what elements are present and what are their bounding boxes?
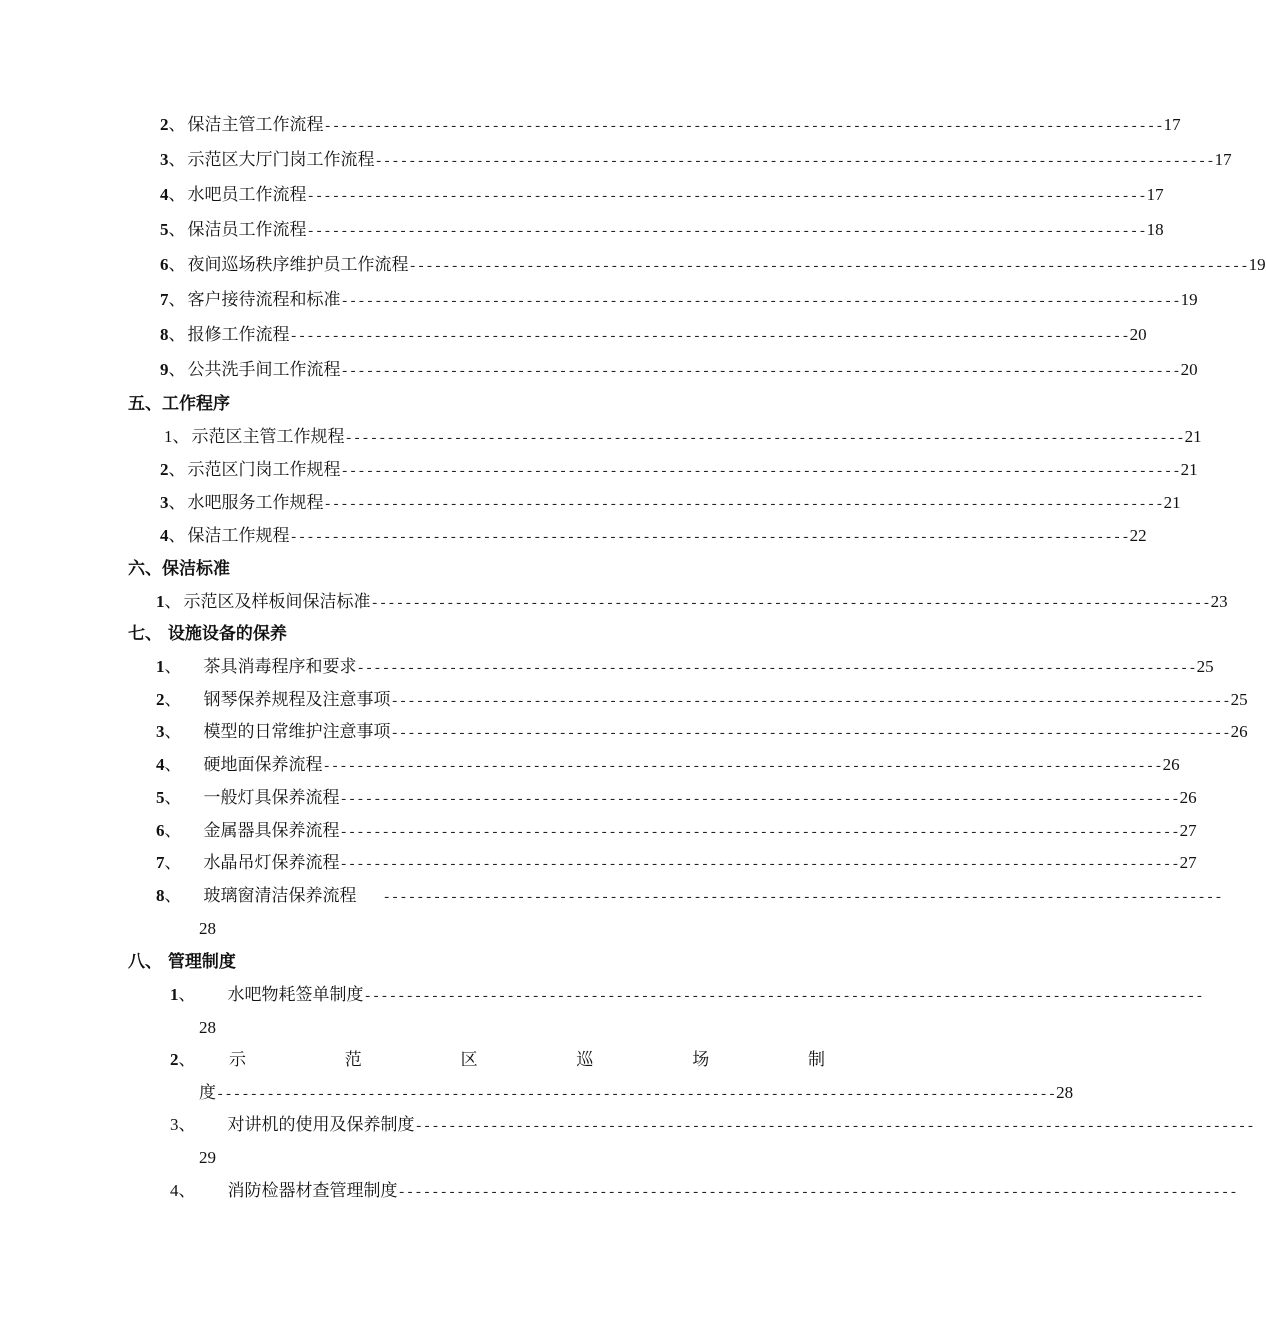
toc-entry-page: 18 — [1146, 220, 1164, 239]
toc-entry-title: 保洁工作规程 — [187, 526, 290, 546]
toc-title-char: 范 — [344, 1050, 362, 1070]
toc-entry-separator: 、 — [178, 985, 196, 1005]
toc-entry-page: 21 — [1184, 427, 1202, 446]
toc-entry-title: 模型的日常维护注意事项 — [203, 722, 391, 742]
toc-entry — [160, 288, 1198, 312]
toc-leader-dots: ---------------------------------------------------------------------------------------------------- — [339, 792, 1180, 808]
toc-entry-page: 26 — [1230, 722, 1248, 741]
toc-entry — [160, 113, 1181, 137]
toc-entry-title: 示范区及样板间保洁标准 — [183, 592, 371, 612]
toc-entry — [156, 688, 1248, 712]
toc-entry-title: 茶具消毒程序和要求 — [203, 657, 357, 677]
toc-entry-page: 19 — [1248, 255, 1266, 274]
toc-leader-dots: ---------------------------------------------------------------------------------------------------- — [397, 1185, 1238, 1201]
toc-entry-separator: 、 — [168, 220, 186, 240]
toc-entry-separator: 、 — [178, 1115, 196, 1135]
toc-leader-dots: ---------------------------------------------------------------------------------------------------- — [339, 825, 1180, 841]
toc-entry — [170, 1179, 1238, 1203]
toc-leader-dots: ---------------------------------------------------------------------------------------------------- — [340, 364, 1181, 380]
toc-entry-separator: 、 — [168, 460, 186, 480]
toc-entry-separator: 、 — [168, 290, 186, 310]
toc-entry — [164, 425, 1202, 449]
toc-leader-dots: ---------------------------------------------------------------------------------------------------- — [363, 989, 1204, 1005]
toc-entry-title: 示范区门岗工作规程 — [187, 460, 341, 480]
toc-title-char: 巡 — [576, 1050, 594, 1070]
toc-entry-page: 27 — [1179, 821, 1197, 840]
toc-entry-title: 金属器具保养流程 — [203, 821, 340, 841]
toc-entry-title: 水吧物耗签单制度 — [227, 985, 364, 1005]
toc-leader-dots: ---------------------------------------------------------------------------------------------------- — [370, 596, 1211, 612]
toc-entry — [160, 218, 1164, 242]
toc-entry-page: 27 — [1179, 853, 1197, 872]
toc-leader-dots: ---------------------------------------------------------------------------------------------------- — [289, 329, 1130, 345]
toc-leader-dots: ---------------------------------------------------------------------------------------------------- — [306, 189, 1147, 205]
toc-entry — [156, 819, 1197, 843]
toc-entry-title: 客户接待流程和标准 — [187, 290, 341, 310]
toc-entry-separator: 、 — [164, 722, 182, 742]
toc-entry-separator: 、 — [168, 493, 186, 513]
toc-entry-number: 7 — [156, 853, 165, 872]
toc-entry — [160, 524, 1147, 548]
toc-entry-separator: 、 — [168, 185, 186, 205]
toc-entry-page: 28 — [199, 1018, 216, 1037]
toc-entry-title: 报修工作流程 — [187, 325, 290, 345]
toc-leader-dots: ---------------------------------------------------------------------------------------------------- — [408, 259, 1249, 275]
toc-entry-number: 1 — [164, 427, 173, 446]
toc-entry-page: 25 — [1196, 657, 1214, 676]
toc-entry-separator: 、 — [178, 1181, 196, 1201]
toc-entry — [160, 358, 1198, 382]
toc-entry-continuation — [199, 1081, 1074, 1105]
toc-title-char: 场 — [692, 1050, 710, 1070]
toc-entry-title: 一般灯具保养流程 — [203, 788, 340, 808]
toc-entry-separator: 、 — [178, 1050, 196, 1070]
toc-entry-separator: 、 — [164, 592, 182, 612]
toc-entry-number: 4 — [156, 755, 165, 774]
toc-leader-dots: ---------------------------------------------------------------------------------------------------- — [356, 661, 1197, 677]
section-7-heading: 七、 设施设备的保养 — [128, 624, 287, 644]
toc-entry-page: 22 — [1129, 526, 1147, 545]
toc-leader-dots: ---------------------------------------------------------------------------------------------------- — [323, 497, 1164, 513]
toc-entry-page: 17 — [1214, 150, 1232, 169]
toc-entry-number: 8 — [156, 886, 165, 905]
toc-entry-number: 1 — [156, 657, 165, 676]
toc-entry-number: 4 — [160, 526, 169, 545]
toc-entry — [156, 720, 1248, 744]
toc-entry — [156, 884, 1223, 908]
toc-entry-title: 消防检器材查管理制度 — [227, 1181, 398, 1201]
toc-entry-number: 5 — [160, 220, 169, 239]
toc-entry-page: 21 — [1180, 460, 1198, 479]
toc-entry-title: 硬地面保养流程 — [203, 755, 323, 775]
toc-entry-number: 1 — [156, 592, 165, 611]
toc-entry-number: 8 — [160, 325, 169, 344]
toc-entry-title — [229, 1048, 825, 1072]
section-6-heading: 六、保洁标准 — [128, 559, 230, 579]
toc-entry-number: 1 — [170, 985, 179, 1004]
toc-entry — [160, 253, 1266, 277]
toc-title-char: 区 — [460, 1050, 478, 1070]
toc-entry-separator: 、 — [164, 690, 182, 710]
toc-entry-title: 保洁主管工作流程 — [187, 115, 324, 135]
toc-leader-dots: ---------------------------------------------------------------------------------------------------- — [390, 726, 1231, 742]
toc-entry — [160, 183, 1164, 207]
toc-entry-title: 玻璃窗清洁保养流程 — [203, 886, 357, 906]
toc-title-char: 示 — [229, 1050, 246, 1070]
toc-leader-dots: ---------------------------------------------------------------------------------------------------- — [414, 1119, 1255, 1135]
toc-entry-number: 6 — [156, 821, 165, 840]
toc-entry-page: 26 — [1179, 788, 1197, 807]
toc-entry-title: 钢琴保养规程及注意事项 — [203, 690, 391, 710]
toc-entry-number: 6 — [160, 255, 169, 274]
toc-entry-number: 3 — [160, 150, 169, 169]
toc-entry-number: 2 — [156, 690, 165, 709]
toc-leader-dots: ---------------------------------------------------------------------------------------------------- — [390, 694, 1231, 710]
toc-entry-page: 26 — [1162, 755, 1180, 774]
toc-entry-page: 21 — [1163, 493, 1181, 512]
toc-entry — [170, 983, 1204, 1007]
toc-entry-number: 2 — [160, 115, 169, 134]
toc-entry-separator: 、 — [168, 325, 186, 345]
toc-entry — [160, 148, 1232, 172]
toc-entry-title: 夜间巡场秩序维护员工作流程 — [187, 255, 409, 275]
toc-entry-separator: 、 — [164, 821, 182, 841]
toc-entry-separator: 、 — [172, 427, 190, 447]
toc-entry-separator: 、 — [164, 788, 182, 808]
toc-entry — [156, 851, 1197, 875]
toc-entry-title: 公共洗手间工作流程 — [187, 360, 341, 380]
toc-entry — [156, 753, 1180, 777]
toc-entry-page: 17 — [1163, 115, 1181, 134]
toc-entry-number: 9 — [160, 360, 169, 379]
toc-entry-title: 示范区大厅门岗工作流程 — [187, 150, 375, 170]
toc-entry-number: 4 — [160, 185, 169, 204]
toc-leader-dots: ---------------------------------------------------------------------------------------------------- — [289, 530, 1130, 546]
toc-entry-separator: 、 — [168, 360, 186, 380]
toc-entry-title: 对讲机的使用及保养制度 — [227, 1115, 415, 1135]
toc-entry — [160, 458, 1198, 482]
toc-leader-dots: ---------------------------------------------------------------------------------------------------- — [344, 431, 1185, 447]
toc-entry — [160, 323, 1147, 347]
toc-entry-title: 水晶吊灯保养流程 — [203, 853, 340, 873]
toc-entry — [170, 1113, 1255, 1137]
section-8-heading: 八、 管理制度 — [128, 952, 236, 972]
toc-leader-dots: ---------------------------------------------------------------------------------------------------- — [323, 119, 1164, 135]
toc-entry-number: 2 — [160, 460, 169, 479]
toc-leader-dots: ---------------------------------------------------------------------------------------------------- — [340, 294, 1181, 310]
toc-entry-page: 23 — [1210, 592, 1228, 611]
toc-entry — [156, 590, 1228, 614]
toc-entry-separator: 、 — [168, 115, 186, 135]
toc-leader-dots: ---------------------------------------------------------------------------------------------------- — [216, 1087, 1057, 1103]
toc-entry — [160, 491, 1181, 515]
toc-entry-page: 29 — [199, 1148, 216, 1167]
toc-entry-number-value: 2 — [170, 1050, 179, 1069]
toc-leader-dots: ---------------------------------------------------------------------------------------------------- — [382, 890, 1223, 906]
toc-entry-title: 保洁员工作流程 — [187, 220, 307, 240]
toc-entry-page: 25 — [1230, 690, 1248, 709]
toc-entry-number: 3 — [170, 1115, 179, 1134]
toc-leader-dots: ---------------------------------------------------------------------------------------------------- — [340, 464, 1181, 480]
toc-entry-page: 28 — [199, 919, 216, 938]
toc-leader-dots: ---------------------------------------------------------------------------------------------------- — [306, 224, 1147, 240]
toc-entry-number: 3 — [156, 722, 165, 741]
toc-leader-dots: ---------------------------------------------------------------------------------------------------- — [322, 759, 1163, 775]
toc-title-char: 制 — [807, 1050, 825, 1070]
toc-entry-title: 水吧员工作流程 — [187, 185, 307, 205]
toc-entry-separator: 、 — [164, 853, 182, 873]
toc-entry-page: 20 — [1129, 325, 1147, 344]
toc-title-char: 度 — [199, 1083, 216, 1103]
toc-entry-page: 19 — [1180, 290, 1198, 309]
toc-entry-number — [170, 1048, 196, 1072]
section-5-heading: 五、工作程序 — [128, 394, 230, 414]
toc-entry-separator: 、 — [164, 886, 182, 906]
toc-entry-separator: 、 — [168, 526, 186, 546]
toc-entry-page: 20 — [1180, 360, 1198, 379]
toc-entry-title: 水吧服务工作规程 — [187, 493, 324, 513]
toc-entry — [156, 655, 1214, 679]
toc-entry — [156, 786, 1197, 810]
toc-leader-dots: ---------------------------------------------------------------------------------------------------- — [374, 154, 1215, 170]
toc-entry-separator: 、 — [168, 255, 186, 275]
toc-entry-title: 示范区主管工作规程 — [191, 427, 345, 447]
toc-entry-page: 28 — [1056, 1083, 1074, 1102]
toc-entry-separator: 、 — [164, 657, 182, 677]
toc-leader-dots: ---------------------------------------------------------------------------------------------------- — [339, 857, 1180, 873]
toc-entry-number: 5 — [156, 788, 165, 807]
toc-entry-separator: 、 — [164, 755, 182, 775]
toc-entry-number: 7 — [160, 290, 169, 309]
toc-entry-page: 17 — [1146, 185, 1164, 204]
toc-entry-number: 4 — [170, 1181, 179, 1200]
toc-entry-number: 3 — [160, 493, 169, 512]
toc-entry-separator: 、 — [168, 150, 186, 170]
